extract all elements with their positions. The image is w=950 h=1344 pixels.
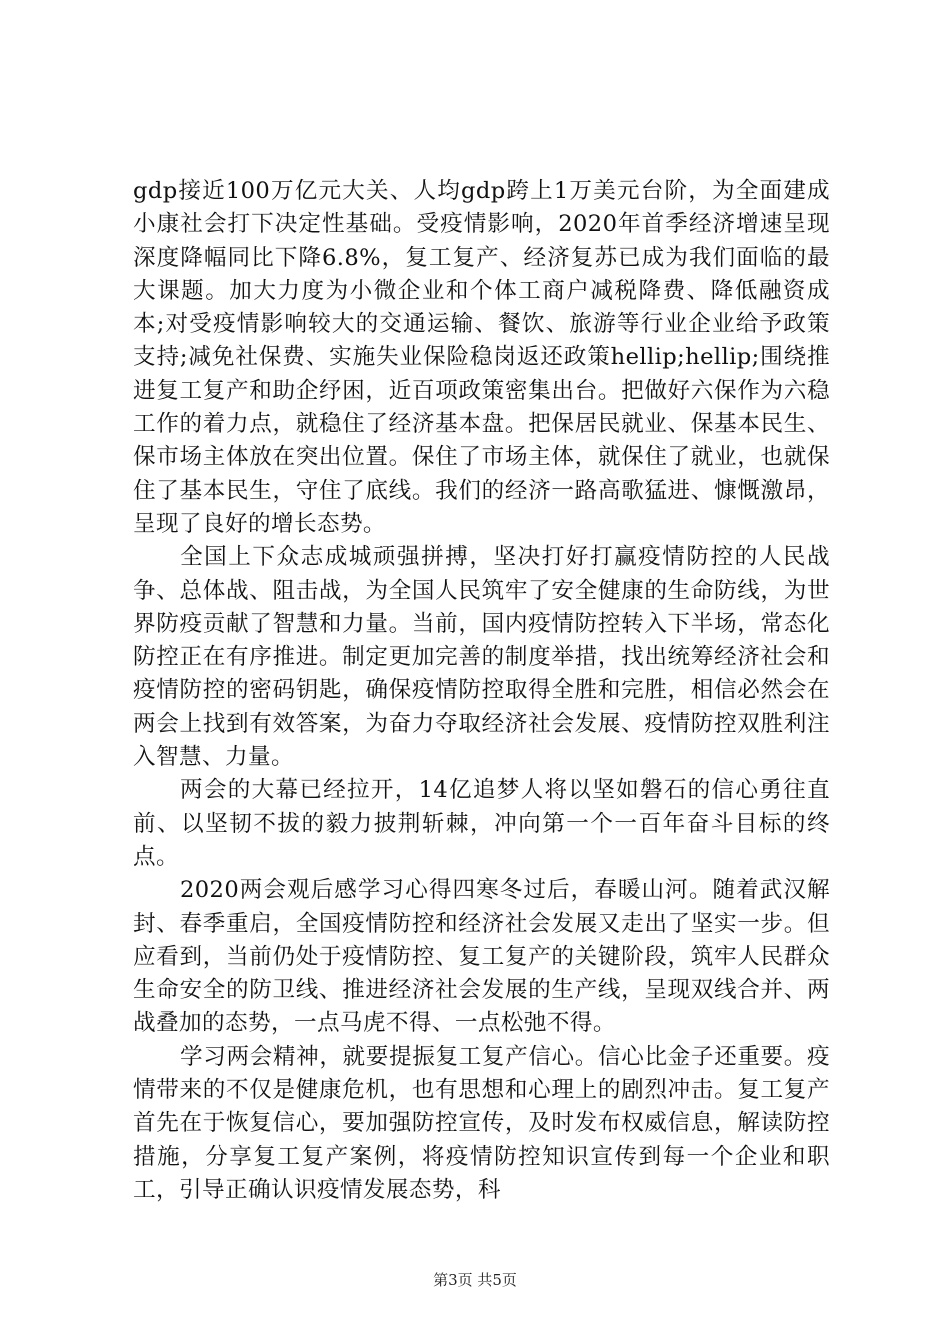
document-body <box>133 175 830 1207</box>
paragraph-3: 两会的大幕已经拉开，14亿追梦人将以坚如磐石的信心勇往直前、以坚韧不拔的毅力披荆斩棘，冲向第一个一百年奋斗目标的终点。 <box>133 777 830 870</box>
paragraph-4: 2020两会观后感学习心得四寒冬过后，春暖山河。随着武汉解封、春季重启，全国疫情防控和经济社会发展又走出了坚实一步。但应看到，当前仍处于疫情防控、复工复产的关键阶段，筑牢人民群众生命安全的防卫线、推进经济社会发展的生产线，呈现双线合并、两战叠加的态势，一点马虎不得、一点松弛不得。 <box>133 877 830 1037</box>
paragraph-2: 全国上下众志成城顽强拼搏，坚决打好打赢疫情防控的人民战争、总体战、阻击战，为全国人民筑牢了安全健康的生命防线，为世界防疫贡献了智慧和力量。当前，国内疫情防控转入下半场，常态化防控正在有序推进。制定更加完善的制度举措，找出统筹经济社会和疫情防控的密码钥匙，确保疫情防控取得全胜和完胜，相信必然会在两会上找到有效答案，为奋力夺取经济社会发展、疫情防控双胜利注入智慧、力量。 <box>133 544 830 771</box>
paragraph-1: gdp接近100万亿元大关、人均gdp跨上1万美元台阶，为全面建成小康社会打下决定性基础。受疫情影响，2020年首季经济增速呈现深度降幅同比下降6.8%，复工复产、经济复苏已成为我们面临的最大课题。加大力度为小微企业和个体工商户减税降费、降低融资成本;对受疫情影响较大的交通运输、餐饮、旅游等行业企业给予政策支持;减免社保费、实施失业保险稳岗返还政策hellip;hellip;围绕推进复工复产和助企纾困，近百项政策密集出台。把做好六保作为六稳工作的着力点，就稳住了经济基本盘。把保居民就业、保基本民生、保市场主体放在突出位置。保住了市场主体，就保住了就业，也就保住了基本民生，守住了底线。我们的经济一路高歌猛进、慷慨激昂，呈现了良好的增长态势。 <box>133 178 830 537</box>
page-number-footer: 第3页 共5页 <box>433 1271 517 1289</box>
paragraph-5: 学习两会精神，就要提振复工复产信心。信心比金子还重要。疫情带来的不仅是健康危机，也有思想和心理上的剧烈冲击。复工复产首先在于恢复信心，要加强防控宣传，及时发布权威信息，解读防控措施，分享复工复产案例，将疫情防控知识宣传到每一个企业和职工，引导正确认识疫情发展态势，科 <box>133 1043 830 1203</box>
